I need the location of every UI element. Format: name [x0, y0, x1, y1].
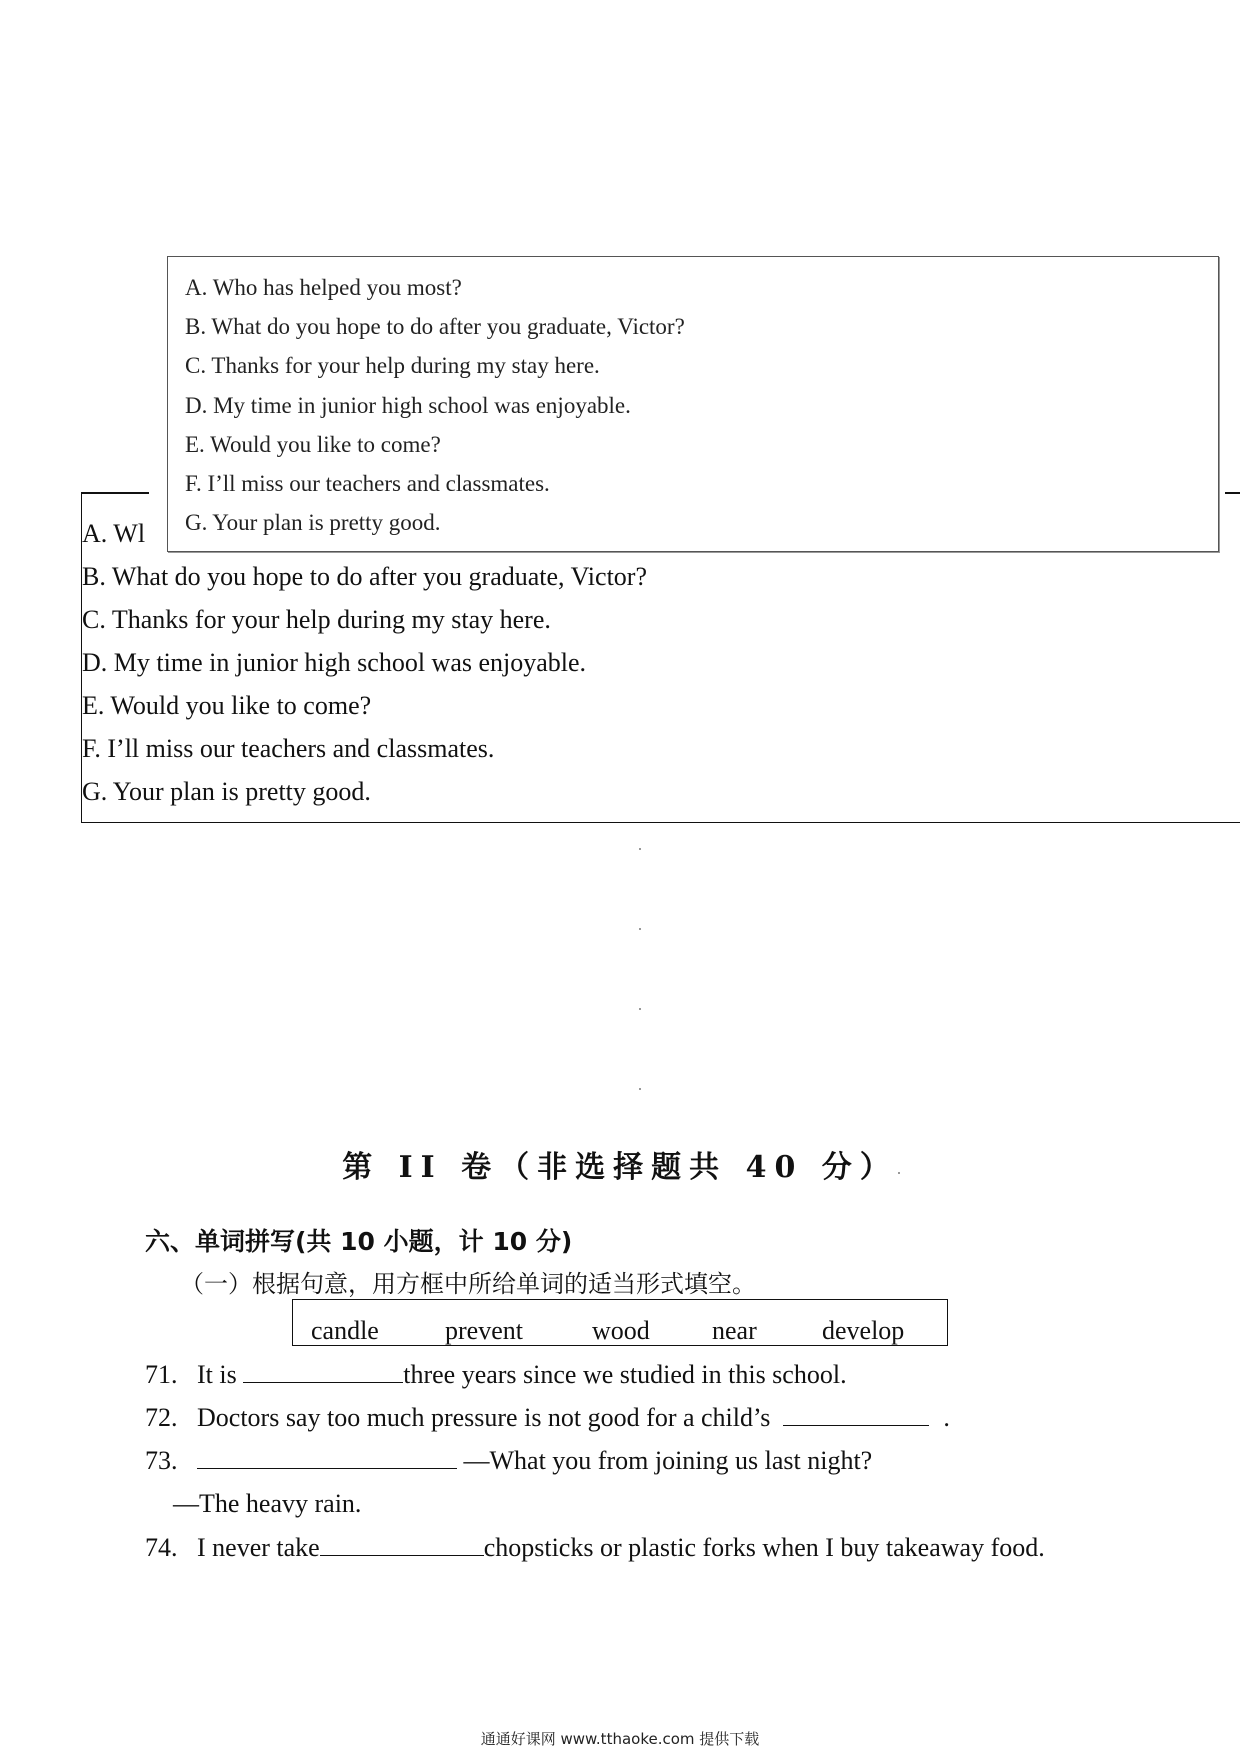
word-bank-item: near — [712, 1316, 757, 1345]
section-title: 六、单词拼写(共 10 小题，计 10 分) — [145, 1227, 573, 1256]
question-text-before: It is — [197, 1360, 237, 1389]
question-72 — [145, 1403, 950, 1433]
answer-blank[interactable] — [243, 1360, 403, 1383]
question-73 — [145, 1446, 872, 1476]
word-bank-item: prevent — [445, 1316, 523, 1345]
back-option-b: B. What do you hope to do after you graduate, Victor? — [82, 562, 647, 591]
option-list-front — [185, 268, 1205, 542]
part-title: 第 II 卷（非选择题共 40 分） — [342, 1150, 898, 1185]
question-text-after: chopsticks or plastic forks when I buy takeaway food. — [483, 1533, 1045, 1562]
scan-dot — [639, 1008, 641, 1010]
question-73-answer-line — [173, 1489, 361, 1519]
question-text-after: —What you from joining us last night? — [463, 1446, 873, 1475]
scan-dot — [639, 1088, 641, 1090]
scan-dot — [639, 848, 641, 850]
question-number: 74. — [145, 1533, 178, 1562]
word-bank-item: develop — [822, 1316, 905, 1345]
question-number: 71. — [145, 1360, 178, 1389]
back-option-a: A. Wl — [82, 519, 146, 548]
question-number: 73. — [145, 1446, 178, 1475]
question-number: 72. — [145, 1403, 178, 1432]
dialogue-reply: —The heavy rain. — [173, 1489, 362, 1518]
answer-blank[interactable] — [783, 1403, 929, 1426]
scan-dot — [639, 928, 641, 930]
question-text-before: I never take — [197, 1533, 320, 1562]
answer-blank[interactable] — [320, 1533, 484, 1556]
word-bank-item: wood — [592, 1316, 650, 1345]
question-text-before: Doctors say too much pressure is not good for a child’s — [197, 1403, 771, 1432]
instruction: （一）根据句意，用方框中所给单词的适当形式填空。 — [180, 1270, 756, 1298]
front-option-f: F. I’ll miss our teachers and classmates. — [185, 471, 550, 497]
back-option-g: G. Your plan is pretty good. — [82, 777, 371, 806]
question-text-after: three years since we studied in this school. — [403, 1360, 847, 1389]
front-option-d: D. My time in junior high school was enjoyable. — [185, 392, 631, 418]
question-71 — [145, 1360, 847, 1390]
front-option-g: G. Your plan is pretty good. — [185, 510, 441, 536]
front-option-b: B. What do you hope to do after you graduate, Victor? — [185, 314, 685, 340]
back-option-d: D. My time in junior high school was enjoyable. — [82, 648, 587, 677]
question-text-after: . — [943, 1403, 950, 1432]
back-option-c: C. Thanks for your help during my stay here. — [82, 605, 551, 634]
answer-blank[interactable] — [197, 1446, 457, 1469]
option-list-back — [82, 512, 1232, 813]
question-74 — [145, 1533, 1045, 1563]
back-option-f: F. I’ll miss our teachers and classmates. — [82, 734, 495, 763]
front-option-e: E. Would you like to come? — [185, 431, 441, 457]
footer: 通通好课网 www.tthaoke.com 提供下载 — [480, 1730, 760, 1748]
front-option-c: C. Thanks for your help during my stay here. — [185, 353, 600, 379]
back-option-e: E. Would you like to come? — [82, 691, 372, 720]
word-bank-item: candle — [311, 1316, 379, 1345]
front-option-a: A. Who has helped you most? — [185, 275, 462, 300]
